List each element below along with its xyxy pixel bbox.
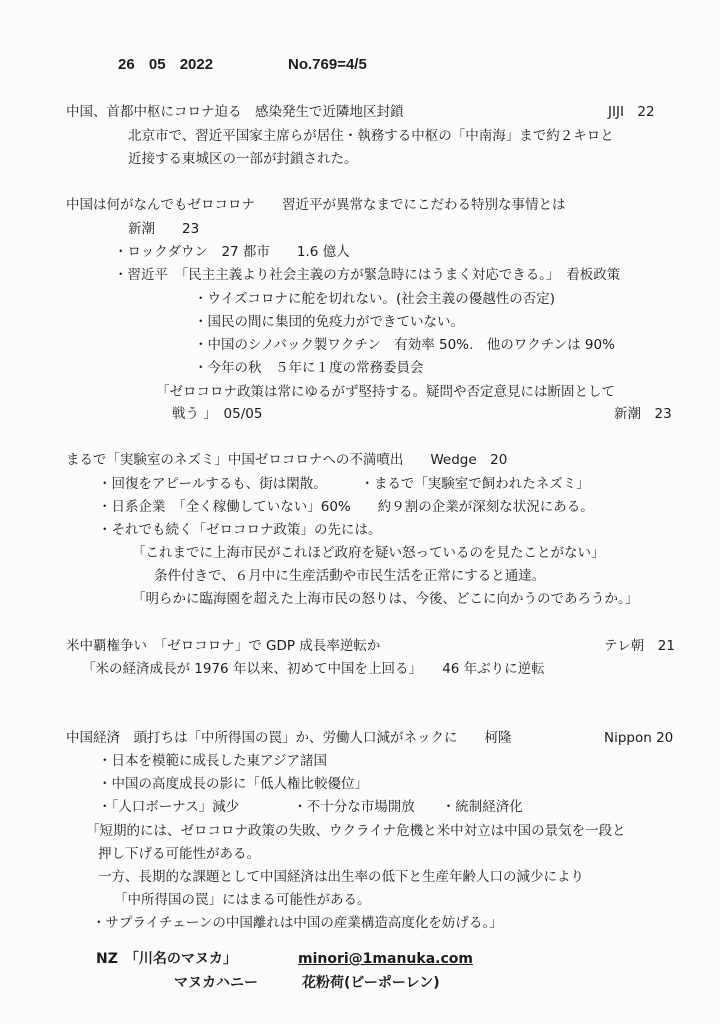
article-2-subitem-2: ・国民の間に集団的免疫力ができていない。	[194, 314, 464, 330]
article-3-item-3: ・それでも続く「ゼロコロナ政策」の先には。	[98, 522, 382, 538]
footer-email[interactable]: minori@1manuka.com	[298, 951, 473, 967]
article-1-body-2: 近接する東城区の一部が封鎖された。	[128, 151, 358, 167]
article-3-headline: まるで「実験室のネズミ」中国ゼロコロナへの不満噴出 Wedge 20	[66, 452, 508, 468]
article-2-item-2: ・習近平 「民主主義より社会主義の方が緊急時にはうまく対応できる。」 看板政策	[114, 267, 621, 283]
article-5-item-1: ・日本を模範に成長した東アジア諸国	[98, 753, 327, 769]
article-2-headline: 中国は何がなんでもゼロコロナ 習近平が異常なまでにこだわる特別な事情とは	[66, 197, 566, 213]
article-2-quote-source: 新潮 23	[614, 406, 672, 422]
article-5-quote-4: 「中所得国の罠」にはまる可能性がある。	[114, 892, 371, 908]
article-2-subitem-4: ・今年の秋 ５年に１度の常務委員会	[194, 360, 424, 376]
article-1-source: JIJI 22	[608, 104, 655, 120]
article-4-source: テレ朝 21	[604, 638, 675, 654]
issue-number: No.769=4/5	[288, 56, 367, 73]
footer-nz: NZ 「川名のマヌカ」	[96, 951, 237, 967]
article-4-body-1: 「米の経済成長が 1976 年以来、初めて中国を上回る」 46 年ぶりに逆転	[82, 661, 545, 677]
article-3-quote-3: 「明らかに臨海園を超えた上海市民の怒りは、今後、どこに向かうのであろうか。」	[132, 591, 639, 607]
article-3-item-1: ・回復をアピールするも、街は閑散。 ・まるで「実験室で飼われたネズミ」	[98, 476, 590, 492]
article-2-subitem-3: ・中国のシノバック製ワクチン 有効率 50%. 他のワクチンは 90%	[194, 337, 615, 353]
footer-pollen: 花粉荷(ビーポーレン)	[302, 975, 440, 991]
article-5-quote-2: 押し下げる可能性がある。	[98, 846, 260, 862]
article-2-item-1: ・ロックダウン 27 都市 1.6 億人	[114, 244, 350, 260]
article-2-quote-1: 「ゼロコロナ政策は常にゆるがず堅持する。疑問や否定意見には断固として	[156, 384, 615, 400]
article-5-item-2: ・中国の高度成長の影に「低人権比較優位」	[98, 776, 368, 792]
article-2-source: 新潮 23	[128, 221, 200, 237]
article-5-quote-5: ・サプライチェーンの中国離れは中国の産業構造高度化を妨げる。」	[92, 915, 503, 931]
article-3-quote-1: 「これまでに上海市民がこれほど政府を疑い怒っているのを見たことがない」	[132, 545, 605, 561]
article-3-quote-2: 条件付きで、６月中に生産活動や市民生活を正常にすると通達。	[154, 568, 546, 584]
footer-honey: マヌカハニー	[174, 975, 258, 991]
article-4-headline: 米中覇権争い 「ゼロコロナ」で GDP 成長率逆転か	[66, 638, 381, 654]
article-5-quote-1: 「短期的には、ゼロコロナ政策の失敗、ウクライナ危機と米中対立は中国の景気を一段と	[86, 823, 626, 839]
date: 26 05 2022	[118, 56, 214, 73]
article-5-headline: 中国経済 頭打ちは「中所得国の罠」か、労働人口減がネックに 柯隆	[66, 730, 512, 746]
article-1-headline: 中国、首都中枢にコロナ迫る 感染発生で近隣地区封鎖	[66, 104, 404, 120]
article-1-body-1: 北京市で、習近平国家主席らが居住・執務する中枢の「中南海」まで約２キロと	[128, 128, 614, 144]
article-3-item-2: ・日系企業 「全く稼働していない」60% 約９割の企業が深刻な状況にある。	[98, 499, 594, 515]
article-5-item-3: ・「人口ボーナス」減少 ・不十分な市場開放 ・統制経済化	[98, 799, 523, 815]
article-2-subitem-1: ・ウイズコロナに舵を切れない。(社会主義の優越性の否定)	[194, 291, 555, 307]
article-5-source: Nippon 20	[604, 730, 674, 746]
article-2-quote-2: 戦う 」 05/05	[172, 406, 263, 422]
article-5-quote-3: 一方、長期的な課題として中国経済は出生率の低下と生産年齢人口の減少により	[98, 869, 584, 885]
